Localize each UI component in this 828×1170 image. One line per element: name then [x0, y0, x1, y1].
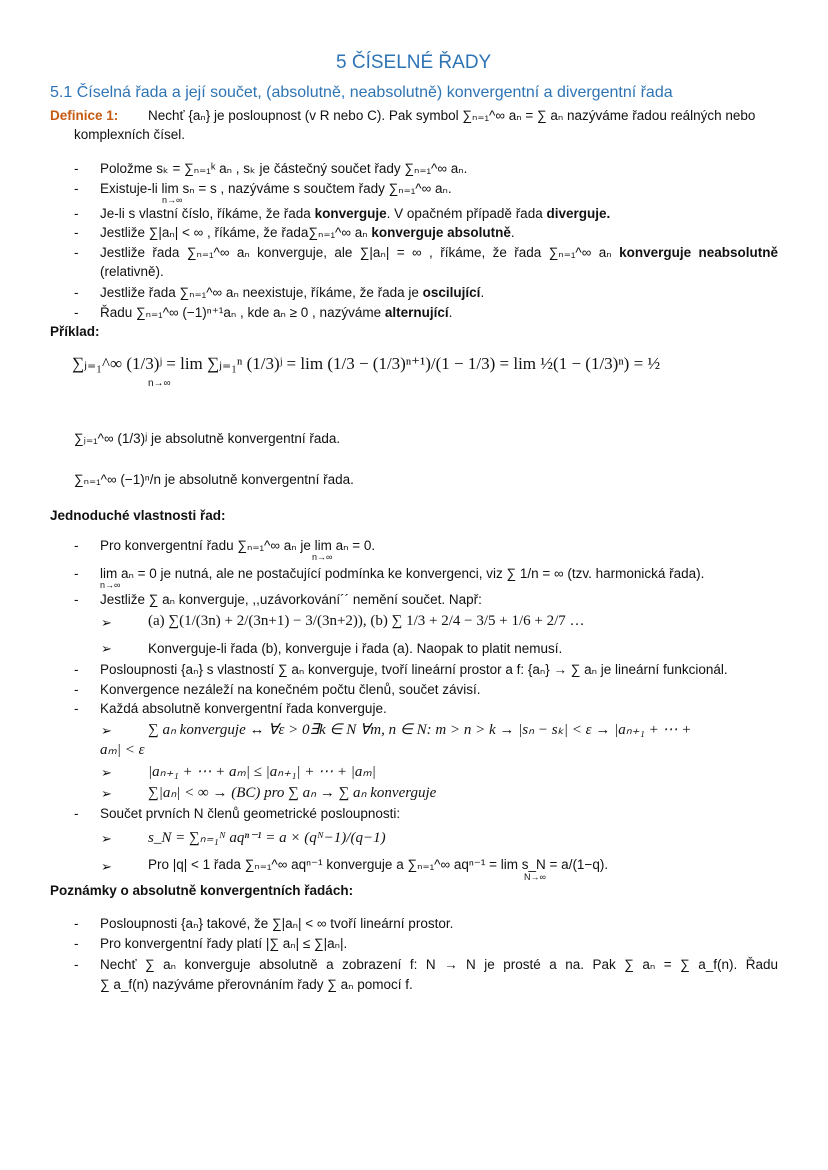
example-line-1: ∑ⱼ₌₁^∞ (1/3)ʲ je absolutně konvergentní řada. [74, 431, 341, 446]
bullet-marker: - [74, 682, 79, 697]
prop-geometric-limit: Pro |q| < 1 řada ∑ₙ₌₁^∞ aqⁿ⁻¹ konverguje a ∑ₙ₌₁^∞ aqⁿ⁻¹ = lim s_N = a/(1−q). [148, 857, 609, 872]
notes-heading: Poznámky o absolutně konvergentních řadách: [50, 883, 354, 898]
prop-geometric-sum: s_N = ∑ₙ₌₁ᴺ aqⁿ⁻¹ = a × (qᴺ−1)/(q−1) [148, 830, 386, 846]
arrow-marker: ➢ [101, 723, 112, 738]
properties-heading: Jednoduché vlastnosti řad: [50, 508, 226, 523]
limit-subscript: n→∞ [312, 552, 333, 562]
prop-bc: ∑|aₙ| < ∞ → (BC) pro ∑ aₙ → ∑ aₙ konverguje [148, 785, 437, 801]
definition-text: Nechť {aₙ} je posloupnost (v R nebo C). Pak symbol ∑ₙ₌₁^∞ aₙ = ∑ aₙ nazýváme řadou reálných nebo [148, 108, 756, 123]
bullet-marker: - [74, 206, 79, 221]
note-rearrangement-cont: ∑ a_f(n) nazýváme přerovnáním řady ∑ aₙ pomocí f. [100, 977, 413, 992]
bullet-marker: - [74, 305, 79, 320]
limit-subscript: n→∞ [162, 195, 183, 205]
prop-linear-space: Posloupnosti {aₙ} s vlastností ∑ aₙ konverguje, tvoří lineární prostor a f: {aₙ} → ∑ aₙ je lineární funkcionál. [100, 662, 728, 677]
limit-subscript: n→∞ [148, 378, 171, 389]
bullet-marker: - [74, 701, 79, 716]
arrow-marker: ➢ [101, 859, 112, 874]
arrow-marker: ➢ [101, 786, 112, 801]
definition-label: Definice 1: [50, 108, 119, 123]
prop-harmonic: lim aₙ = 0 je nutná, ale ne postačující podmínka ke konvergenci, viz ∑ 1/n = ∞ (tzv. harmonická řada). [100, 566, 705, 581]
arrow-marker: ➢ [101, 765, 112, 780]
arrow-marker: ➢ [101, 831, 112, 846]
bullet-marker: - [74, 806, 79, 821]
bullet-marker: - [74, 936, 79, 951]
prop-triangle: |aₙ₊₁ + ⋯ + aₘ| ≤ |aₙ₊₁| + ⋯ + |aₘ| [148, 764, 376, 780]
example-label: Příklad: [50, 324, 100, 339]
bullet-marker: - [74, 161, 79, 176]
bullet-oscillating: Jestliže řada ∑ₙ₌₁^∞ aₙ neexistuje, říkáme, že řada je oscilující. [100, 285, 485, 300]
bullet-marker: - [74, 916, 79, 931]
prop-cauchy-cont: aₘ| < ε [100, 742, 145, 758]
prop-bracketing: Jestliže ∑ aₙ konverguje, ,,uzávorkování´´ nemění součet. Např: [100, 592, 482, 607]
limit-subscript: n→∞ [100, 580, 121, 590]
note-linear-space: Posloupnosti {aₙ} takové, že ∑|aₙ| < ∞ tvoří lineární prostor. [100, 916, 454, 931]
bullet-marker: - [74, 225, 79, 240]
arrow-marker: ➢ [101, 641, 112, 656]
bullet-convergence: Je-li s vlastní číslo, říkáme, že řada konverguje. V opačném případě řada diverguje. [100, 206, 611, 221]
bullet-marker: - [74, 957, 79, 972]
note-rearrangement: Nechť ∑ aₙ konverguje absolutně a zobrazení f: N → N je prosté a na. Pak ∑ aₙ = ∑ a_f(n). Řadu [100, 957, 778, 972]
bullet-marker: - [74, 181, 79, 196]
prop-absolute-converges: Každá absolutně konvergentní řada konverguje. [100, 701, 387, 716]
bullet-alternating: Řadu ∑ₙ₌₁^∞ (−1)ⁿ⁺¹aₙ , kde aₙ ≥ 0 , nazýváme alternující. [100, 305, 453, 320]
page-title: 5 ČÍSELNÉ ŘADY [336, 52, 492, 73]
example-formula: ∑ⱼ₌₁^∞ (1/3)ʲ = lim ∑ⱼ₌₁ⁿ (1/3)ʲ = lim (1/3 − (1/3)ⁿ⁺¹)/(1 − 1/3) = lim ½(1 − (1/3)ⁿ) = ½ [72, 354, 661, 373]
prop-necessary: Pro konvergentní řadu ∑ₙ₌₁^∞ aₙ je lim aₙ = 0. [100, 538, 376, 553]
bullet-marker: - [74, 662, 79, 677]
bullet-nonabsolute: Jestliže řada ∑ₙ₌₁^∞ aₙ konverguje, ale ∑|aₙ| = ∞ , říkáme, že řada ∑ₙ₌₁^∞ aₙ konverguje neabsolutně [100, 245, 778, 260]
bullet-marker: - [74, 592, 79, 607]
note-inequality: Pro konvergentní řady platí |∑ aₙ| ≤ ∑|aₙ|. [100, 936, 348, 951]
bullet-partial-sum: Položme sₖ = ∑ₙ₌₁ᵏ aₙ , sₖ je částečný součet řady ∑ₙ₌₁^∞ aₙ. [100, 161, 468, 176]
bullet-absolute: Jestliže ∑|aₙ| < ∞ , říkáme, že řada∑ₙ₌₁^∞ aₙ konverguje absolutně. [100, 225, 515, 240]
bullet-nonabsolute-cont: (relativně). [100, 264, 164, 279]
bullet-marker: - [74, 245, 79, 260]
limit-subscript: N→∞ [524, 872, 546, 882]
section-heading: 5.1 Číselná řada a její součet, (absolutně, neabsolutně) konvergentní a divergentní řada [50, 84, 673, 101]
prop-bracketing-example: (a) ∑(1/(3n) + 2/(3n+1) − 3/(3n+2)), (b) ∑ 1/3 + 2/4 − 3/5 + 1/6 + 2/7 … [148, 613, 585, 629]
prop-bracketing-note: Konverguje-li řada (b), konverguje i řada (a). Naopak to platit nemusí. [148, 641, 563, 656]
bullet-sum: Existuje-li lim sₙ = s , nazýváme s součtem řady ∑ₙ₌₁^∞ aₙ. [100, 181, 452, 196]
arrow-marker: ➢ [101, 615, 112, 630]
bullet-marker: - [74, 566, 79, 581]
prop-cauchy: ∑ aₙ konverguje ↔ ∀ε > 0∃k ∈ N ∀m, n ∈ N: m > n > k → |sₙ − sₖ| < ε → |aₙ₊₁ + ⋯ + [148, 722, 692, 738]
definition-text-cont: komplexních čísel. [74, 127, 186, 142]
example-line-2: ∑ₙ₌₁^∞ (−1)ⁿ/n je absolutně konvergentní řada. [74, 472, 354, 487]
prop-geometric: Součet prvních N členů geometrické posloupnosti: [100, 806, 401, 821]
bullet-marker: - [74, 538, 79, 553]
prop-finite-terms: Konvergence nezáleží na konečném počtu členů, součet závisí. [100, 682, 481, 697]
bullet-marker: - [74, 285, 79, 300]
